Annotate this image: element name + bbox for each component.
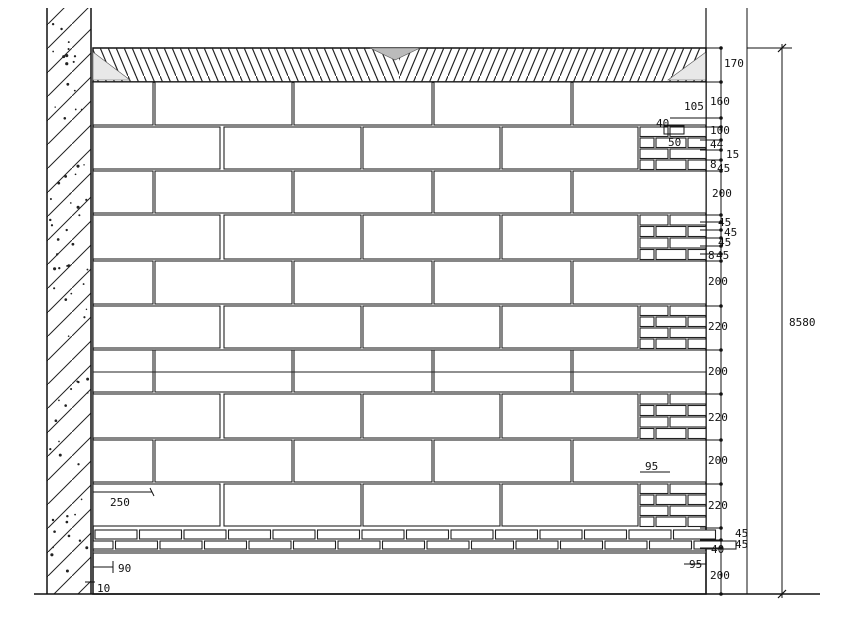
overall-dimension — [747, 44, 816, 598]
brick — [93, 440, 153, 482]
small-brick — [656, 429, 686, 439]
brick-courses — [93, 82, 736, 553]
brick — [573, 261, 706, 304]
brick — [434, 171, 571, 213]
base-brick — [629, 530, 671, 539]
base-brick — [160, 541, 202, 549]
dim-stack-a: 45 — [718, 216, 732, 229]
base-brick — [184, 530, 226, 539]
brick — [502, 484, 638, 526]
brick — [434, 440, 571, 482]
brick — [434, 82, 571, 125]
base-brick — [540, 530, 582, 539]
brick — [224, 306, 361, 348]
dim-small-a: 44 — [710, 138, 724, 151]
small-brick — [640, 250, 654, 260]
brick — [363, 484, 500, 526]
brick — [363, 215, 500, 259]
top-beam — [93, 48, 706, 82]
brick — [502, 306, 638, 348]
small-brick — [688, 429, 706, 439]
small-brick — [688, 339, 706, 349]
dim-course-7: 200 — [708, 365, 728, 378]
small-brick — [688, 138, 706, 148]
dim-course-8: 220 — [708, 411, 728, 424]
brick — [294, 82, 432, 125]
base-brick — [249, 541, 291, 549]
brick — [502, 127, 638, 169]
dim-small-b: 15 — [726, 148, 740, 161]
small-brick — [688, 517, 706, 527]
dim-stack-e: 8 — [708, 249, 715, 262]
base-brick — [496, 530, 538, 539]
small-brick — [688, 160, 706, 170]
brick — [155, 261, 292, 304]
base-brick — [516, 541, 558, 549]
dim-stack-c: 45 — [718, 236, 732, 249]
base-brick — [650, 541, 692, 549]
small-brick — [670, 394, 706, 404]
base-brick — [407, 530, 449, 539]
small-brick — [656, 317, 686, 327]
small-brick — [640, 227, 654, 237]
small-brick — [640, 339, 654, 349]
base-brick — [229, 530, 271, 539]
brick — [573, 350, 706, 392]
small-brick — [640, 417, 668, 427]
base-brick — [95, 530, 137, 539]
overall-height-label: 8580 — [789, 316, 816, 329]
base-brick — [585, 530, 627, 539]
brick — [93, 82, 153, 125]
brick — [155, 350, 292, 392]
brick — [224, 127, 361, 169]
small-brick — [656, 250, 686, 260]
dim-base-d: 200 — [710, 569, 730, 582]
base-brick — [605, 541, 647, 549]
base-brick — [561, 541, 603, 549]
small-brick — [640, 517, 654, 527]
small-brick — [670, 306, 706, 316]
brick — [93, 394, 220, 438]
base-brick — [273, 530, 315, 539]
base-brick — [362, 530, 404, 539]
small-brick — [670, 215, 706, 225]
brick — [294, 261, 432, 304]
small-brick — [640, 215, 668, 225]
small-brick — [640, 328, 668, 338]
brick — [155, 440, 292, 482]
small-brick — [670, 417, 706, 427]
dim-95-bottom: 95 — [689, 558, 703, 571]
brick — [294, 440, 432, 482]
dim-10: 10 — [97, 582, 111, 595]
brick — [434, 350, 571, 392]
small-brick — [640, 484, 668, 494]
dim-course-1: 160 — [710, 95, 730, 108]
brick — [573, 440, 706, 482]
brick — [294, 171, 432, 213]
small-brick — [640, 506, 668, 516]
small-brick — [656, 227, 686, 237]
brick — [434, 261, 571, 304]
brick — [294, 350, 432, 392]
dim-stack-b: 45 — [724, 226, 738, 239]
dim-50: 50 — [668, 136, 682, 149]
small-brick — [640, 394, 668, 404]
dim-stack-d: 45 — [716, 249, 730, 262]
dim-95-top: 95 — [645, 460, 659, 473]
dim-base-a: 45 — [735, 527, 749, 540]
brick — [155, 82, 292, 125]
brick — [363, 394, 500, 438]
small-brick — [688, 317, 706, 327]
base-brick — [116, 541, 158, 549]
brick — [93, 215, 220, 259]
brick — [224, 215, 361, 259]
small-brick — [640, 406, 654, 416]
dim-course-9: 200 — [708, 454, 728, 467]
small-brick — [656, 517, 686, 527]
base-brick — [294, 541, 336, 549]
brick — [93, 306, 220, 348]
brick — [224, 484, 361, 526]
dim-course-5: 200 — [708, 275, 728, 288]
dim-base-c: 40 — [711, 543, 725, 556]
base-brick — [318, 530, 360, 539]
base-brick — [451, 530, 493, 539]
brick — [363, 306, 500, 348]
base-brick — [93, 541, 113, 549]
dim-base-b: 45 — [735, 538, 749, 551]
small-brick — [640, 429, 654, 439]
brick — [93, 261, 153, 304]
base-brick — [383, 541, 425, 549]
brick — [502, 394, 638, 438]
small-brick — [656, 160, 686, 170]
small-brick — [670, 484, 706, 494]
small-brick — [656, 339, 686, 349]
dim-course-3: 200 — [712, 187, 732, 200]
dim-small-c: 8 — [710, 158, 717, 171]
brick — [573, 171, 706, 213]
base-brick — [205, 541, 247, 549]
small-brick — [688, 406, 706, 416]
base-brick — [140, 530, 182, 539]
right-dimension-labels — [708, 57, 748, 582]
brick — [363, 127, 500, 169]
small-brick — [670, 328, 706, 338]
small-brick — [688, 227, 706, 237]
base-brick — [338, 541, 380, 549]
small-brick — [670, 506, 706, 516]
small-brick — [656, 495, 686, 505]
small-brick — [640, 149, 668, 159]
small-brick — [688, 495, 706, 505]
dim-course-2: 100 — [710, 124, 730, 137]
brick — [93, 350, 153, 392]
dim-course-6: 220 — [708, 320, 728, 333]
base-brick — [427, 541, 469, 549]
base-brick — [472, 541, 514, 549]
dim-40: 40 — [656, 117, 670, 130]
small-brick — [640, 138, 654, 148]
base-brick — [674, 530, 716, 539]
dim-course-10: 220 — [708, 499, 728, 512]
brick — [155, 171, 292, 213]
brick — [224, 394, 361, 438]
dim-250: 250 — [110, 496, 130, 509]
small-brick — [640, 160, 654, 170]
brick — [93, 127, 220, 169]
small-brick — [656, 406, 686, 416]
dim-90: 90 — [118, 562, 132, 575]
base-course — [93, 551, 706, 553]
small-brick — [640, 495, 654, 505]
concrete-column — [47, 8, 91, 594]
small-brick — [640, 317, 654, 327]
small-brick — [640, 238, 668, 248]
brick — [502, 215, 638, 259]
dim-105: 105 — [684, 100, 704, 113]
dim-small-d: 45 — [717, 162, 731, 175]
brick — [93, 171, 153, 213]
small-brick — [640, 306, 668, 316]
dim-top-cap: 170 — [724, 57, 744, 70]
